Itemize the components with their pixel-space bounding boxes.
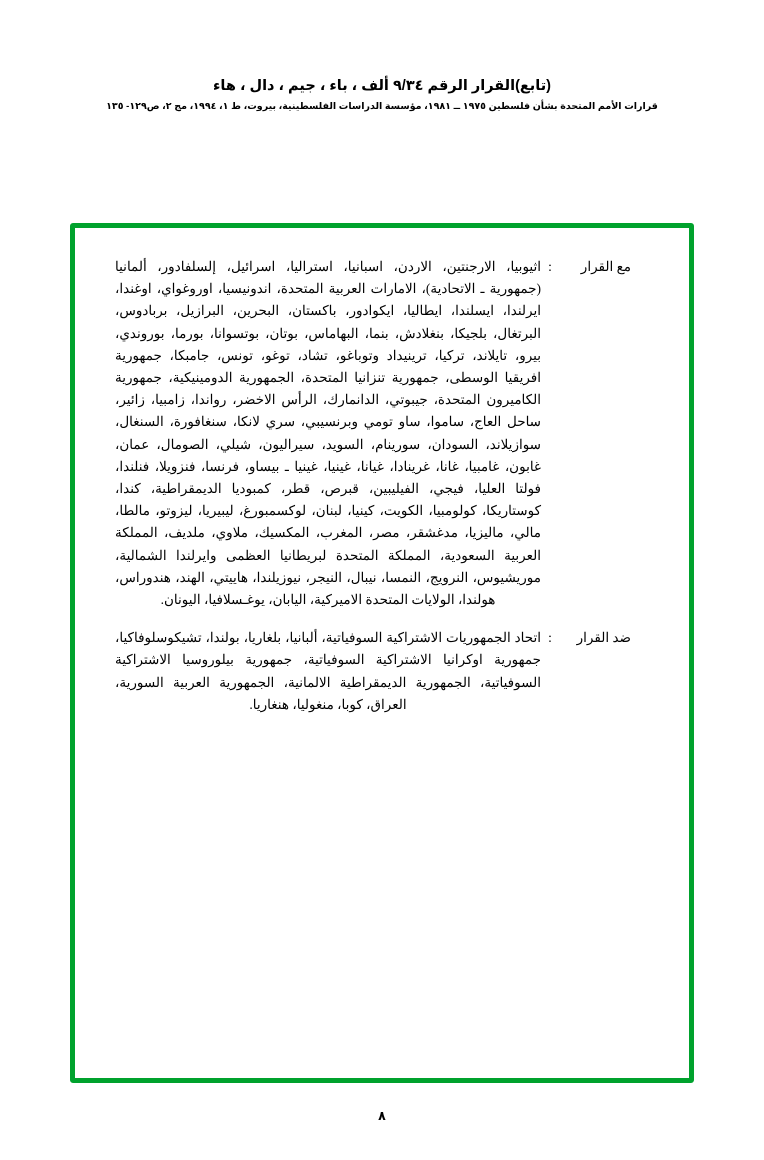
vote-against-countries: اتحاد الجمهوريات الاشتراكية السوفياتية، ألبانيا، بلغاريا، بولندا، تشيكوسلوفاكيا، جمهورية اوكرانيا الاشتراكية السوفياتية، جمهورية بيلوروسيا الاشتراكية السوفياتية، الجمهورية الديمقراطية الالمانية، الجمهورية العربية السورية، العراق، كوبا، منغوليا، هنغاريا.	[115, 630, 541, 712]
vote-in-favour-label: مع القرار	[580, 259, 631, 274]
vote-in-favour-colon: :	[548, 259, 552, 274]
vote-against-colon: :	[548, 630, 552, 646]
page-header	[0, 78, 764, 112]
vote-in-favour-block	[115, 256, 631, 611]
document-source-citation: قرارات الأمم المتحدة بشأن فلسطين ١٩٧٥ ــ ١٩٨١، مؤسسة الدراسات الفلسطينية، بيروت، ط ١، ١٩٩٤، مج ٢، ص١٢٩- ١٣٥	[106, 101, 658, 112]
vote-record	[115, 256, 631, 732]
page-number: ٨	[378, 1109, 386, 1123]
content-frame	[70, 223, 694, 1083]
vote-in-favour-countries: اثيوبيا، الارجنتين، الاردن، اسبانيا، استراليا، اسرائيل، إلسلفادور، ألمانيا (جمهورية ـ الاتحادية)، الامارات العربية المتحدة، اندونيسيا، اوروغواي، اوغندا، ايرلندا، ايسلندا، ايطاليا، ايكوادور، باكستان، البحرين، البرازيل، بربادوس، البرتغال، بلجيكا، بنغلادش، بنما، البهاماس، بوتان، بوتسوانا، بورما، بوروندي، بيرو، تايلاند، تركيا، ترينيداد وتوباغو، تشاد، توغو، تونس، جامبكا، جمهورية افريقيا الوسطى، جمهورية تنزانيا المتحدة، الجمهورية الدومينيكية، جمهورية الكاميرون المتحدة، جيبوتي، الدانمارك، الرأس الاخضر، رواندا، زامبيا، زائير، ساحل العاج، ساموا، ساو تومي وبرنسيبي، سري لانكا، سنغافورة، السنغال، سوازيلاند، السودان، سورينام، السويد، سيراليون، شيلي، الصومال، عمان، غابون، غامبيا، غانا، غرينادا، غيانا، غينيا، غينيا ـ بيساو، فرنسا، فنزويلا، فنلندا، فولتا العليا، فيجي، الفيليبين، قبرص، قطر، كمبوديا الديمقراطية، كندا، كوستاريكا، كولومبيا، الكويت، كينيا، لبنان، لوكسمبورغ، ليبيريا، ليزوتو، مالطا، مالي، ماليزيا، مدغشقر، مصر، المغرب، المكسيك، ملاوي، ملديف، المملكة العربية السعودية، المملكة المتحدة لبريطانيا العظمى وايرلندا الشمالية، موريشيوس، النرويج، النمسا، نيبال، النيجر، نيوزيلندا، هاييتي، الهند، هندوراس، هولندا، الولايات المتحدة الاميركية، اليابان، يوغـسلافيا، اليونان.	[115, 259, 541, 608]
document-page	[0, 78, 764, 1160]
vote-against-label: ضد القرار	[576, 630, 631, 646]
vote-against-block	[115, 627, 631, 716]
document-title: (تابع)القرار الرقم ٩/٣٤ ألف ، باء ، جيم ، دال ، هاء	[213, 78, 551, 94]
